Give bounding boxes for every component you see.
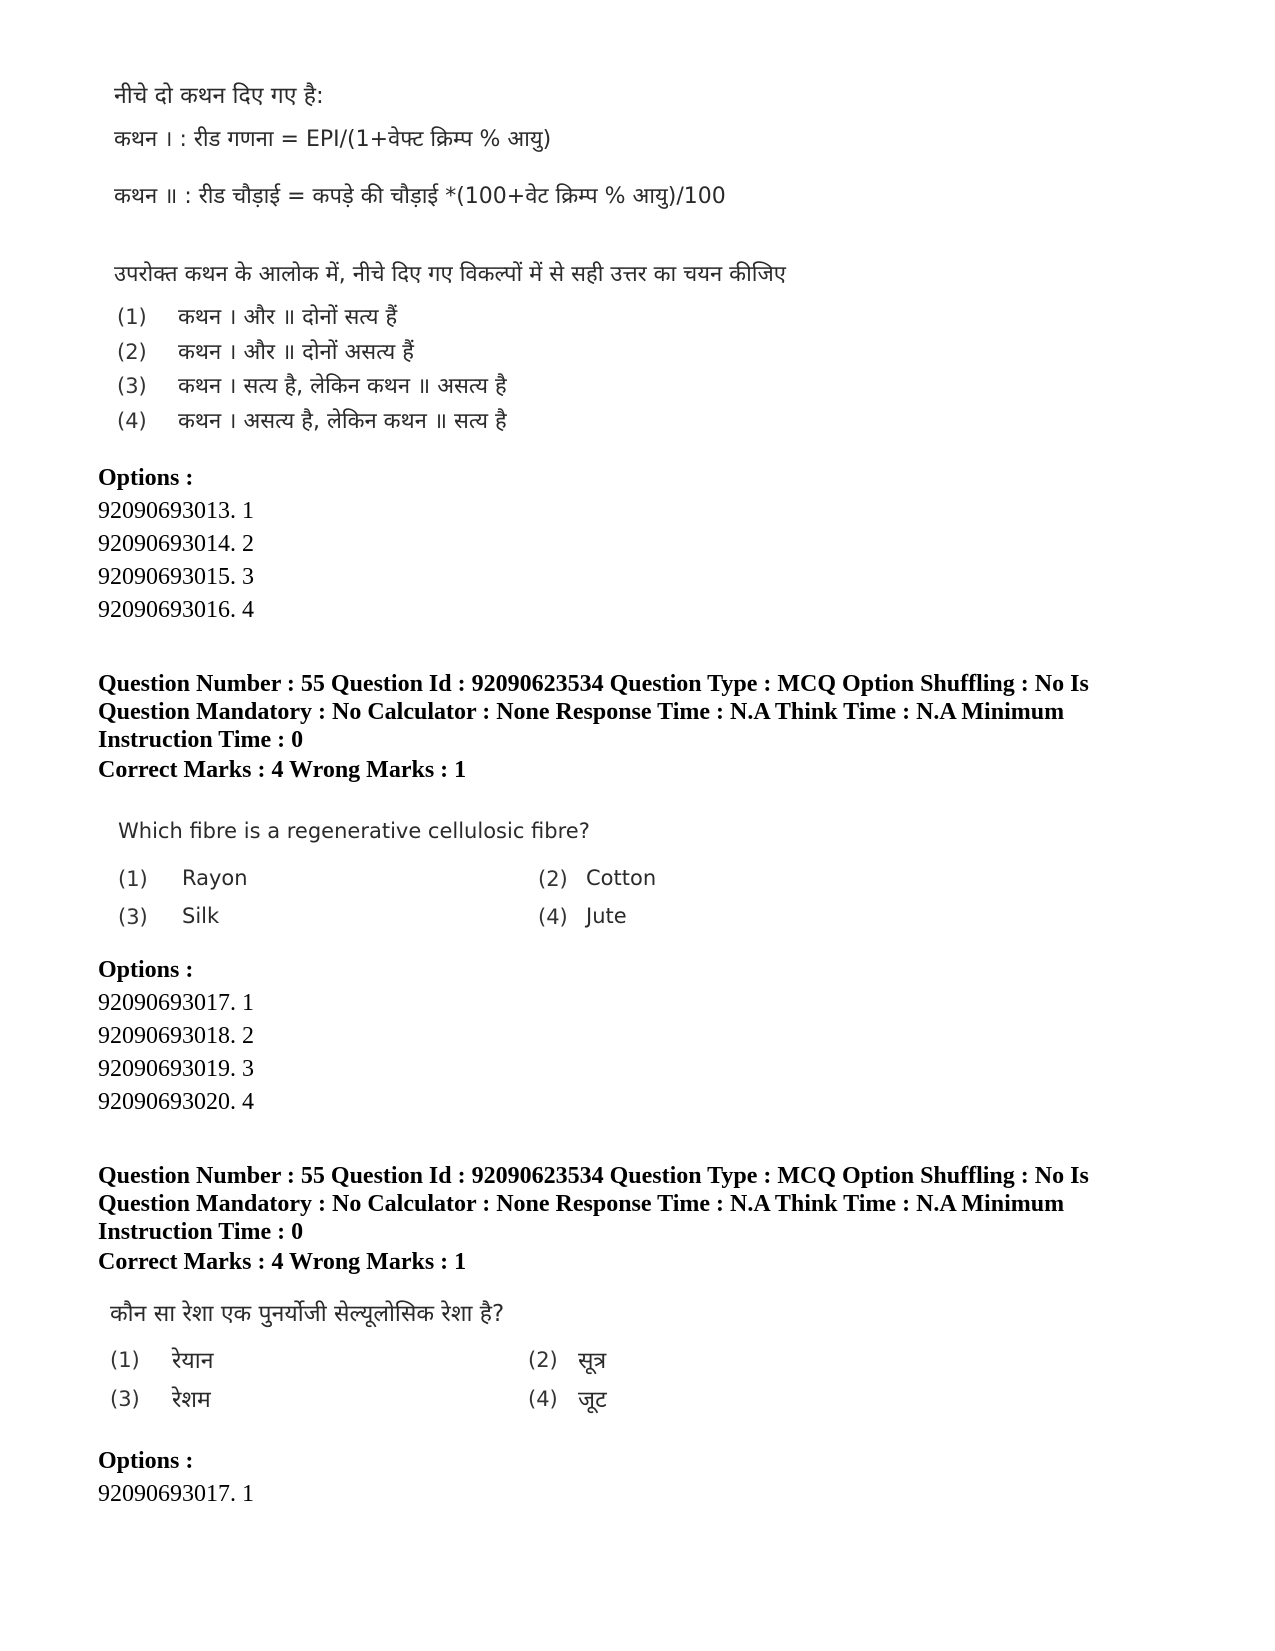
question-header: Question Number : 55 Question Id : 92090623534 Question Type : MCQ Option Shuffling : No Is Question Mandatory : No Calculator : None Response Time : N.A Think Time : N.A Minimum Instruction Time : 0 [98, 1163, 1089, 1245]
question-text: Which fibre is a regenerative cellulosic fibre? [118, 819, 590, 843]
choice-text: रेयान [172, 1348, 214, 1374]
q54-statement-1: कथन । : रीड गणना = EPI/(1+वेफ्ट क्रिम्प % आयु) [114, 127, 552, 152]
options-label: Options : [98, 1448, 194, 1474]
choice-num: (2) [538, 867, 568, 891]
q54-choice-num: (1) [117, 305, 147, 329]
choice-num: (4) [538, 905, 568, 929]
option-id: 92090693013. 1 [98, 498, 254, 524]
choice-num: (1) [110, 1348, 140, 1372]
choice-text: Silk [182, 904, 220, 928]
option-id: 92090693015. 3 [98, 564, 254, 590]
marks-line: Correct Marks : 4 Wrong Marks : 1 [98, 1249, 467, 1275]
choice-num: (2) [528, 1348, 558, 1372]
option-id: 92090693017. 1 [98, 1481, 254, 1507]
option-id: 92090693019. 3 [98, 1056, 254, 1082]
options-label: Options : [98, 465, 194, 491]
choice-text: Jute [586, 904, 627, 928]
choice-text: सूत्र [578, 1348, 607, 1374]
q54-intro: नीचे दो कथन दिए गए है: [114, 83, 324, 109]
choice-text: Rayon [182, 866, 248, 890]
choice-text: रेशम [172, 1387, 211, 1413]
q54-choice-text: कथन । असत्य है, लेकिन कथन ॥ सत्य है [178, 409, 507, 434]
q54-choice-text: कथन । सत्य है, लेकिन कथन ॥ असत्य है [178, 374, 507, 399]
options-label: Options : [98, 957, 194, 983]
choice-text: Cotton [586, 866, 657, 890]
choice-num: (3) [118, 905, 148, 929]
choice-num: (4) [528, 1387, 558, 1411]
option-id: 92090693018. 2 [98, 1023, 254, 1049]
q54-choice-text: कथन । और ॥ दोनों असत्य हैं [178, 340, 414, 365]
question-text: कौन सा रेशा एक पुनर्योजी सेल्यूलोसिक रेशा है? [110, 1301, 505, 1327]
option-id: 92090693017. 1 [98, 990, 254, 1016]
choice-num: (3) [110, 1387, 140, 1411]
option-id: 92090693020. 4 [98, 1089, 254, 1115]
question-header: Question Number : 55 Question Id : 92090623534 Question Type : MCQ Option Shuffling : No Is Question Mandatory : No Calculator : None Response Time : N.A Think Time : N.A Minimum Instruction Time : 0 [98, 671, 1089, 753]
choice-num: (1) [118, 867, 148, 891]
q54-instruction: उपरोक्त कथन के आलोक में, नीचे दिए गए विकल्पों में से सही उत्तर का चयन कीजिए [114, 262, 786, 287]
q54-choice-text: कथन । और ॥ दोनों सत्य हैं [178, 305, 398, 330]
marks-line: Correct Marks : 4 Wrong Marks : 1 [98, 757, 467, 783]
q54-statement-2: कथन ॥ : रीड चौड़ाई = कपड़े की चौड़ाई *(100+वेट क्रिम्प % आयु)/100 [114, 184, 726, 209]
choice-text: जूट [578, 1387, 607, 1413]
q54-choice-num: (2) [117, 340, 147, 364]
q54-choice-num: (3) [117, 374, 147, 398]
option-id: 92090693014. 2 [98, 531, 254, 557]
option-id: 92090693016. 4 [98, 597, 254, 623]
q54-choice-num: (4) [117, 409, 147, 433]
